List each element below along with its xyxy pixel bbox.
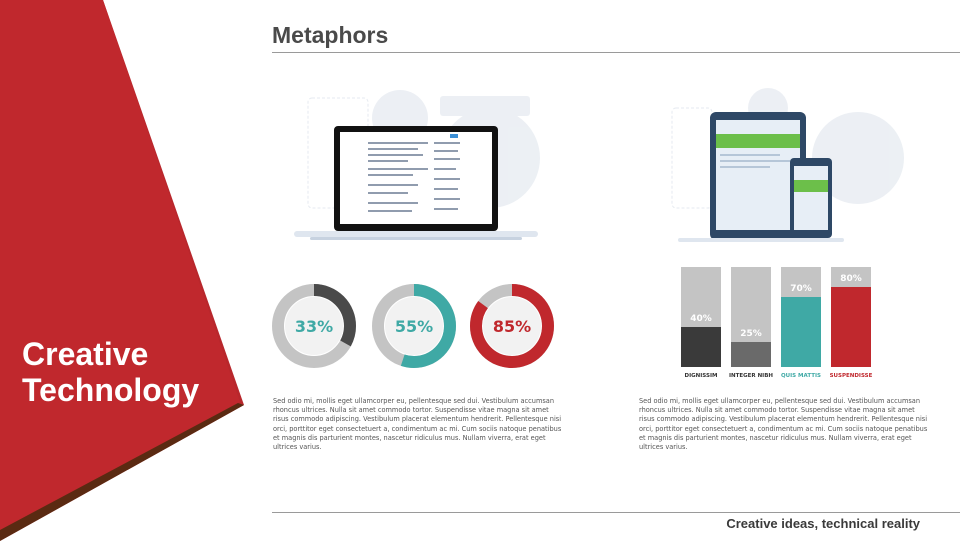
bar-value-label: 70% xyxy=(790,284,812,294)
title-divider xyxy=(272,52,960,53)
brand-title xyxy=(22,336,262,408)
bar xyxy=(831,287,871,367)
devices-illustration xyxy=(668,88,908,248)
bar-group-2 xyxy=(729,267,773,379)
laptop-illustration xyxy=(290,88,550,248)
brand-line-2: Technology xyxy=(22,372,200,408)
donut-1 xyxy=(278,290,350,362)
bar xyxy=(681,327,721,367)
bar-group-1 xyxy=(681,267,721,379)
bar-group-4 xyxy=(830,267,873,379)
donut-charts xyxy=(268,280,568,374)
footer-divider xyxy=(272,512,960,513)
bar-value-label: 40% xyxy=(690,314,712,324)
donut-label: 55% xyxy=(394,317,434,336)
bar-chart xyxy=(670,262,890,384)
body-text-left: Sed odio mi, mollis eget ullamcorper eu, pellentesque sed dui. Vestibulum accumsan rhoncus ultrices. Nulla sit amet commodo tortor. Suspendisse vitae magna sit amet risus commodo adipiscing. Vestibulum placerat elementum hendrerit. Pellentesque nisi orci, porttitor eget consectetuert a, condimentum ac mi. Cum sociis natoque penatibus et magnis dis parturient montes, nascetur ridiculus mus. Nullam viverra, erat eget ultrices varius. xyxy=(273,397,562,452)
bar-category-label: DIGNISSIM xyxy=(684,373,718,379)
bar-value-label: 25% xyxy=(740,329,762,339)
slide-title: Metaphors xyxy=(272,22,389,48)
bar xyxy=(781,297,821,367)
bar-category-label: SUSPENDISSE xyxy=(829,373,873,379)
bar xyxy=(731,342,771,367)
body-text-right: Sed odio mi, mollis eget ullamcorper eu, pellentesque sed dui. Vestibulum accumsan rhoncus ultrices. Nulla sit amet commodo tortor. Suspendisse vitae magna sit amet risus commodo adipiscing. Vestibulum placerat elementum hendrerit. Pellentesque nisi orci, porttitor eget consectetuert a, condimentum ac mi. Cum sociis natoque penatibus et magnis dis parturient montes, nascetur ridiculus mus. Nullam viverra, erat eget ultrices varius. xyxy=(639,397,928,452)
donut-label: 85% xyxy=(492,317,532,336)
bar-category-label: INTEGER NIBH xyxy=(728,373,774,379)
brand-panel xyxy=(0,0,260,541)
donut-label: 33% xyxy=(294,317,334,336)
donut-2 xyxy=(378,290,450,362)
donut-3 xyxy=(476,290,548,362)
bar-category-label: QUIS MATTIS xyxy=(780,373,822,379)
footer-tagline: Creative ideas, technical reality xyxy=(726,516,920,531)
brand-line-1: Creative xyxy=(22,336,149,372)
bar-value-label: 80% xyxy=(840,274,862,284)
bar-group-3 xyxy=(781,267,821,379)
